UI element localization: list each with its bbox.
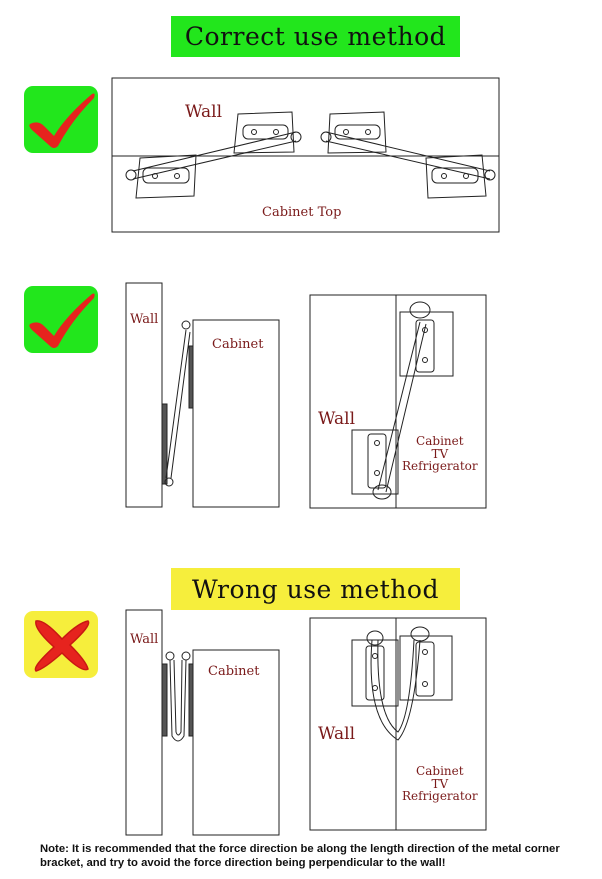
panel1-wall-label: Wall xyxy=(185,102,223,122)
panel3-side-cabinet-label: Cabinet xyxy=(208,664,260,679)
panel3-knob-right xyxy=(182,652,190,660)
panel2-appliance-tv: TV xyxy=(431,446,449,461)
panel2-appliance-refrigerator: Refrigerator xyxy=(402,459,478,474)
panel1-cabinet-top-label: Cabinet Top xyxy=(262,205,342,220)
panel3-left-plate xyxy=(352,640,398,706)
panel3-left-bracket xyxy=(366,646,384,700)
panel2-front-wall-label: Wall xyxy=(318,409,356,429)
panel1-left-cabinet-bracket xyxy=(126,155,196,198)
panel1-right-wall-bracket xyxy=(321,112,386,153)
panel3-front-appliance-label xyxy=(402,765,478,803)
panel2-front-bottom-loop xyxy=(373,485,391,499)
panel3-strap xyxy=(170,660,186,741)
panel2-strap xyxy=(166,330,190,478)
panel3-front-loop-right xyxy=(411,627,429,641)
panel3-right-plate xyxy=(400,636,452,700)
panel3-side-wall-label: Wall xyxy=(130,632,159,647)
panel2-upper-plate xyxy=(400,312,453,376)
panel1-right-cabinet-bracket xyxy=(426,155,495,198)
panel3-front-loop-left xyxy=(367,631,383,645)
panel2-cabinet-bracket xyxy=(189,346,193,408)
correct-method-banner: Correct use method xyxy=(171,16,460,57)
panel3-appliance-tv: TV xyxy=(431,776,449,791)
panel2-wall-bracket xyxy=(162,404,167,484)
panel2-appliance-cabinet: Cabinet xyxy=(416,434,464,448)
panel1-left-wall-bracket xyxy=(234,112,301,153)
panel3-appliance-cabinet: Cabinet xyxy=(416,764,464,778)
panel3-wall-bracket xyxy=(162,664,167,736)
panel3-front-wall-label: Wall xyxy=(318,724,356,744)
panel2-top-knob xyxy=(182,321,190,329)
panel3-cabinet-bracket xyxy=(189,664,193,736)
panel2-side-cabinet-label: Cabinet xyxy=(212,337,264,352)
panel2-front-appliance-label xyxy=(402,435,478,473)
wrong-method-banner: Wrong use method xyxy=(171,568,460,610)
panel3-right-bracket xyxy=(416,642,434,696)
panel3-appliance-refrigerator: Refrigerator xyxy=(402,789,478,804)
panel3-knob-left xyxy=(166,652,174,660)
panel2-side-wall-label: Wall xyxy=(130,312,159,327)
usage-note: Note: It is recommended that the force direction be along the length direction of the metal corner bracket, and try to avoid the force direction being perpendicular to the wall! xyxy=(40,843,560,869)
panel2-lower-bracket xyxy=(368,434,386,488)
panel2-front-top-loop xyxy=(410,302,430,318)
